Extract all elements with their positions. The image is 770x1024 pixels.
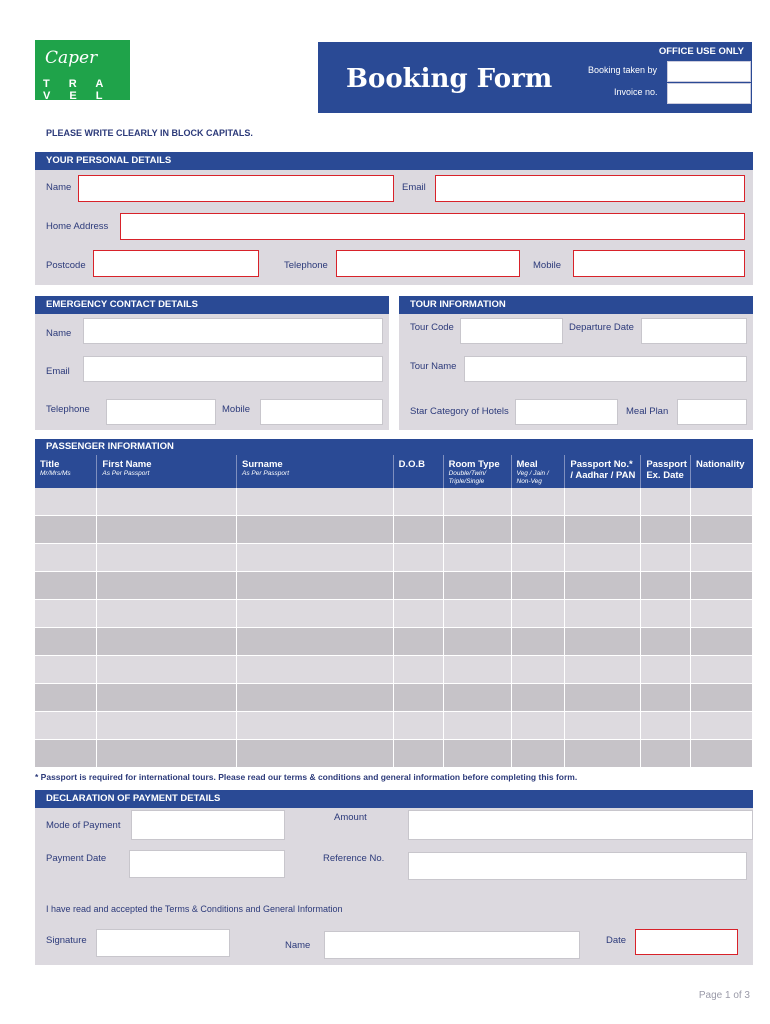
passenger-cell[interactable] [237,488,394,516]
col-surname-sub: As Per Passport [242,470,289,477]
passenger-cell[interactable] [511,600,565,628]
logo-script-text: Caper [45,48,98,68]
passenger-cell[interactable] [690,656,752,684]
personal-details-section [35,152,753,285]
personal-mobile-field[interactable] [573,250,745,277]
tour-information-heading: TOUR INFORMATION [399,296,753,314]
home-address-label: Home Address [46,221,109,232]
col-dob-label: D.O.B [398,459,426,470]
passenger-cell[interactable] [641,600,691,628]
date-label: Date [606,935,627,946]
passenger-cell[interactable] [690,488,752,516]
emergency-name-field[interactable] [83,318,383,344]
passenger-cell[interactable] [237,684,394,712]
passenger-cell[interactable] [393,600,443,628]
passenger-row [35,600,753,628]
col-room-type [443,455,511,488]
personal-email-label: Email [402,182,426,193]
passenger-cell[interactable] [641,628,691,656]
passport-footnote: * Passport is required for international tours. Please read our terms & conditions and general information before completing this form. [35,772,578,782]
passenger-cell[interactable] [641,684,691,712]
postcode-label: Postcode [46,260,86,271]
passenger-cell[interactable] [237,712,394,740]
passenger-table-body [35,488,753,768]
passenger-table [35,455,753,768]
col-first-name-label: First Name [102,459,152,470]
col-first-name-sub: As Per Passport [102,470,150,477]
personal-email-field[interactable] [435,175,745,202]
passenger-row [35,572,753,600]
passenger-cell[interactable] [443,656,511,684]
caper-travel-logo [35,40,130,100]
col-room-type-label: Room Type [448,459,500,470]
amount-label: Amount [334,812,367,823]
passenger-cell[interactable] [393,684,443,712]
passenger-cell[interactable] [690,712,752,740]
passenger-cell[interactable] [35,712,97,740]
emergency-contact-section [35,296,389,430]
passenger-row [35,488,753,516]
passenger-cell[interactable] [565,488,641,516]
passenger-cell[interactable] [35,600,97,628]
passenger-cell[interactable] [237,656,394,684]
passenger-cell[interactable] [690,628,752,656]
emergency-mobile-label: Mobile [222,404,250,415]
passenger-cell[interactable] [641,740,691,768]
col-nationality [690,455,752,488]
passenger-cell[interactable] [393,740,443,768]
col-passport-no [565,455,641,488]
passenger-cell[interactable] [97,628,237,656]
personal-telephone-field[interactable] [336,250,520,277]
departure-date-label: Departure Date [569,322,634,333]
col-passport-no-label: Passport No.* / Aadhar / PAN [570,459,636,481]
col-surname [237,455,394,488]
mode-of-payment-label: Mode of Payment [46,820,121,831]
col-meal [511,455,565,488]
payment-details-section [35,790,753,965]
passenger-cell[interactable] [97,488,237,516]
home-address-field[interactable] [120,213,745,240]
booking-form-header [318,42,752,113]
date-field[interactable] [635,929,738,955]
passenger-cell[interactable] [641,712,691,740]
personal-name-field[interactable] [78,175,394,202]
page-title: Booking Form [346,64,553,94]
passenger-cell[interactable] [565,600,641,628]
tour-information-section [399,296,753,430]
col-room-type-sub: Double/Twin/ Triple/Single [448,470,487,485]
passenger-cell[interactable] [690,740,752,768]
passenger-cell[interactable] [641,572,691,600]
passenger-cell[interactable] [565,684,641,712]
passenger-row [35,712,753,740]
declaration-name-field[interactable] [324,931,580,959]
passenger-row [35,740,753,768]
col-first-name [97,455,237,488]
meal-plan-field[interactable] [677,399,747,425]
departure-date-field[interactable] [641,318,747,344]
passenger-cell[interactable] [237,628,394,656]
tour-code-field[interactable] [460,318,563,344]
passenger-cell[interactable] [443,628,511,656]
col-meal-sub: Veg / Jain / Non-Veg [516,470,549,485]
passenger-cell[interactable] [35,544,97,572]
passenger-cell[interactable] [35,628,97,656]
passenger-cell[interactable] [565,628,641,656]
col-title-sub: Mr/Mrs/Ms [40,470,71,477]
passenger-cell[interactable] [393,488,443,516]
passenger-cell[interactable] [97,684,237,712]
invoice-no-field[interactable] [667,83,751,104]
col-meal-label: Meal [516,459,538,470]
passenger-cell[interactable] [565,544,641,572]
passenger-cell[interactable] [690,684,752,712]
passenger-cell[interactable] [393,516,443,544]
passenger-cell[interactable] [690,516,752,544]
personal-telephone-label: Telephone [284,260,328,271]
page-number: Page 1 of 3 [698,990,750,1001]
col-title-label: Title [40,459,60,470]
signature-label: Signature [46,935,87,946]
passenger-cell[interactable] [97,712,237,740]
passenger-cell[interactable] [35,572,97,600]
passenger-cell[interactable] [565,740,641,768]
emergency-email-field[interactable] [83,356,383,382]
tour-name-label: Tour Name [410,361,457,372]
emergency-email-label: Email [46,366,70,377]
passenger-cell[interactable] [35,656,97,684]
passenger-cell[interactable] [35,488,97,516]
passenger-cell[interactable] [511,516,565,544]
passenger-cell[interactable] [511,740,565,768]
passenger-cell[interactable] [35,516,97,544]
declaration-text: I have read and accepted the Terms & Conditions and General Information [46,904,343,914]
invoice-no-label: Invoice no. [614,87,658,97]
passenger-cell[interactable] [97,600,237,628]
col-passport-expiry [641,455,691,488]
passenger-cell[interactable] [565,712,641,740]
declaration-name-label: Name [285,940,311,951]
col-dob [393,455,443,488]
meal-plan-label: Meal Plan [626,406,669,417]
passenger-cell[interactable] [511,656,565,684]
passenger-cell[interactable] [690,544,752,572]
passenger-cell[interactable] [237,516,394,544]
star-category-field[interactable] [515,399,618,425]
passenger-table-header [35,455,753,488]
personal-name-label: Name [46,182,72,193]
passenger-cell[interactable] [97,544,237,572]
passenger-cell[interactable] [97,656,237,684]
passenger-row [35,516,753,544]
passenger-cell[interactable] [565,572,641,600]
passenger-cell[interactable] [641,656,691,684]
passenger-cell[interactable] [511,544,565,572]
passenger-cell[interactable] [511,712,565,740]
passenger-cell[interactable] [511,628,565,656]
tour-code-label: Tour Code [410,322,454,333]
passenger-row [35,656,753,684]
passenger-cell[interactable] [97,516,237,544]
passenger-row [35,684,753,712]
star-category-label: Star Category of Hotels [410,406,509,417]
payment-date-field[interactable] [129,850,285,878]
emergency-telephone-label: Telephone [46,404,90,415]
passenger-cell[interactable] [443,712,511,740]
passenger-row [35,628,753,656]
office-use-label: OFFICE USE ONLY [658,46,744,57]
passenger-cell[interactable] [443,572,511,600]
reference-no-label: Reference No. [323,853,385,864]
passenger-information-heading: PASSENGER INFORMATION [35,439,753,455]
passenger-cell[interactable] [690,600,752,628]
payment-details-heading: DECLARATION OF PAYMENT DETAILS [35,790,753,808]
passenger-cell[interactable] [641,488,691,516]
passenger-cell[interactable] [443,740,511,768]
emergency-telephone-field[interactable] [106,399,216,425]
passenger-cell[interactable] [641,544,691,572]
passenger-cell[interactable] [97,740,237,768]
passenger-cell[interactable] [393,656,443,684]
passenger-cell[interactable] [393,628,443,656]
passenger-cell[interactable] [393,572,443,600]
passenger-cell[interactable] [565,656,641,684]
col-passport-expiry-label: Passport Ex. Date [646,459,687,481]
personal-mobile-label: Mobile [533,260,561,271]
col-title [35,455,97,488]
passenger-cell[interactable] [443,488,511,516]
passenger-cell[interactable] [35,740,97,768]
passenger-cell[interactable] [97,572,237,600]
emergency-mobile-field[interactable] [260,399,383,425]
booking-taken-by-label: Booking taken by [588,65,658,75]
payment-date-label: Payment Date [46,853,107,864]
passenger-cell[interactable] [565,516,641,544]
passenger-cell[interactable] [511,488,565,516]
passenger-cell[interactable] [237,544,394,572]
tour-name-field[interactable] [464,356,747,382]
instruction-text: PLEASE WRITE CLEARLY IN BLOCK CAPITALS. [46,128,253,138]
passenger-cell[interactable] [237,600,394,628]
passenger-cell[interactable] [443,684,511,712]
booking-taken-by-field[interactable] [667,61,751,82]
passenger-cell[interactable] [393,544,443,572]
col-nationality-label: Nationality [695,459,745,470]
mode-of-payment-field[interactable] [131,810,285,840]
passenger-cell[interactable] [237,740,394,768]
passenger-cell[interactable] [641,516,691,544]
emergency-name-label: Name [46,328,72,339]
col-surname-label: Surname [242,459,283,470]
signature-field[interactable] [96,929,230,957]
postcode-field[interactable] [93,250,259,277]
amount-field[interactable] [408,810,753,840]
passenger-row [35,544,753,572]
emergency-contact-heading: EMERGENCY CONTACT DETAILS [35,296,389,314]
passenger-cell[interactable] [511,572,565,600]
passenger-cell[interactable] [237,572,394,600]
passenger-cell[interactable] [443,544,511,572]
passenger-cell[interactable] [443,516,511,544]
reference-no-field[interactable] [408,852,747,880]
passenger-cell[interactable] [35,684,97,712]
passenger-cell[interactable] [511,684,565,712]
passenger-cell[interactable] [690,572,752,600]
passenger-cell[interactable] [393,712,443,740]
personal-details-heading: YOUR PERSONAL DETAILS [35,152,753,170]
passenger-cell[interactable] [443,600,511,628]
logo-travel-text: T R A V E L [43,78,111,102]
